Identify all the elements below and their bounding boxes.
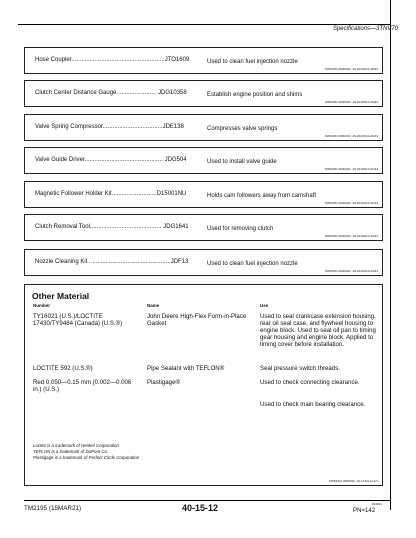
material-name: Plastigage® (147, 379, 180, 386)
section-title: Other Material (32, 291, 90, 301)
material-number: LOCTITE 592 (U.S.®) (33, 365, 93, 372)
tool-use: Used for removing clutch (207, 226, 274, 232)
tool-ref: MX52301,000016C -19-20JUN14-22/24 (324, 201, 378, 205)
tool-use: Holds cam followers away from camshaft (207, 193, 317, 199)
tool-name: Magnetic Follower Holder Kit...........................D15001NU (35, 191, 187, 197)
tool-use: Used to clean fuel injection nozzle (207, 261, 298, 267)
tool-ref: MX52301,000016C -19-20JUN14-19/24 (324, 100, 378, 104)
tool-name: Hose Coupler........................................................JTO1609 (35, 57, 190, 63)
tool-ref: MX52301,000016C -19-20JUN14-18/24 (324, 67, 378, 71)
pn-number: PN=142 (353, 507, 376, 514)
tool-use: Establish engine position and shims (207, 92, 303, 98)
material-use: Used to seal crankcase extension housing, rear oil seal case, and flywheel housing to engine block. Used to seal oil pan to timing gear housing and engine block. Applied to timing cover before installation. (260, 313, 376, 348)
tool-name: Valve Spring Compressor....................................JDE138 (35, 124, 184, 130)
tool-ref: MX52301,000016C -19-20JUN14-23/24 (324, 234, 378, 238)
footer-rule (24, 500, 390, 501)
other-material-table (24, 284, 383, 486)
manual-id: TM2195 (15MAR21) (24, 505, 82, 512)
tool-entry (24, 80, 383, 107)
material-number: TY16021 (U.S.)/LOCTITE 17430/TY9484 (Canada) (U.S.®) (33, 313, 123, 327)
tool-use: Used to clean fuel injection nozzle (207, 59, 298, 65)
tool-use: Compresses valve springs (207, 126, 278, 132)
trademark-note: Loctite is a trademark of Henkel Corporation (33, 443, 119, 448)
page-number: 40-15-12 (182, 503, 219, 513)
material-use: Used to check connecting clearance. (260, 379, 360, 386)
material-use: Seal pressure switch threads. (260, 365, 340, 372)
column-header-number: Number (33, 303, 51, 308)
tool-ref: MX52301,000016C -19-20JUN14-21/24 (324, 167, 378, 171)
tool-entry (24, 249, 383, 276)
tool-use: Used to install valve guide (207, 159, 277, 165)
tool-name: Clutch Removal Tool........................................... JDG1641 (35, 224, 189, 230)
trademark-note: Plastigage is a trademark of Perfect Circle Corporation (33, 455, 140, 460)
tool-entry (24, 114, 383, 141)
tool-name: Nozzle Cleaning Kit .................................................JDF13 (35, 259, 189, 265)
tool-entry (24, 214, 383, 241)
tool-ref: MX52301,000016C -19-20JUN14-20/24 (324, 134, 378, 138)
material-name: John Deere High-Flex Form-in-Place Gasket (147, 313, 247, 327)
page-header: Specifications—3TNV70 (332, 26, 398, 32)
tool-name: Valve Guide Driver............................................... JDG504 (35, 157, 187, 163)
column-header-use: Use (260, 303, 269, 308)
tool-entry (24, 47, 383, 74)
material-number: Red 0.050—0.15 mm (0.002—0.006 in.) (U.S.) (33, 379, 132, 393)
tool-entry (24, 147, 383, 174)
material-ref: MX52301,0000162 -19-17JUL14-1/1 (329, 479, 378, 483)
material-use: Used to check main bearing clearance. (260, 401, 366, 408)
material-name: Pipe Sealant with TEFLON® (147, 365, 225, 372)
tool-entry (24, 181, 383, 208)
right-margin-rule (390, 0, 391, 510)
column-header-name: Name (147, 303, 160, 308)
tool-name: Clutch Center Distance Gauge........................ JDG10358 (35, 90, 187, 96)
trademark-note: TEFLON is a trademark of DuPont Co. (33, 449, 109, 454)
tool-ref: MX52301,000016C -19-20JUN14-24/24 (324, 269, 378, 273)
footer-date-code: 031021 (372, 502, 383, 506)
